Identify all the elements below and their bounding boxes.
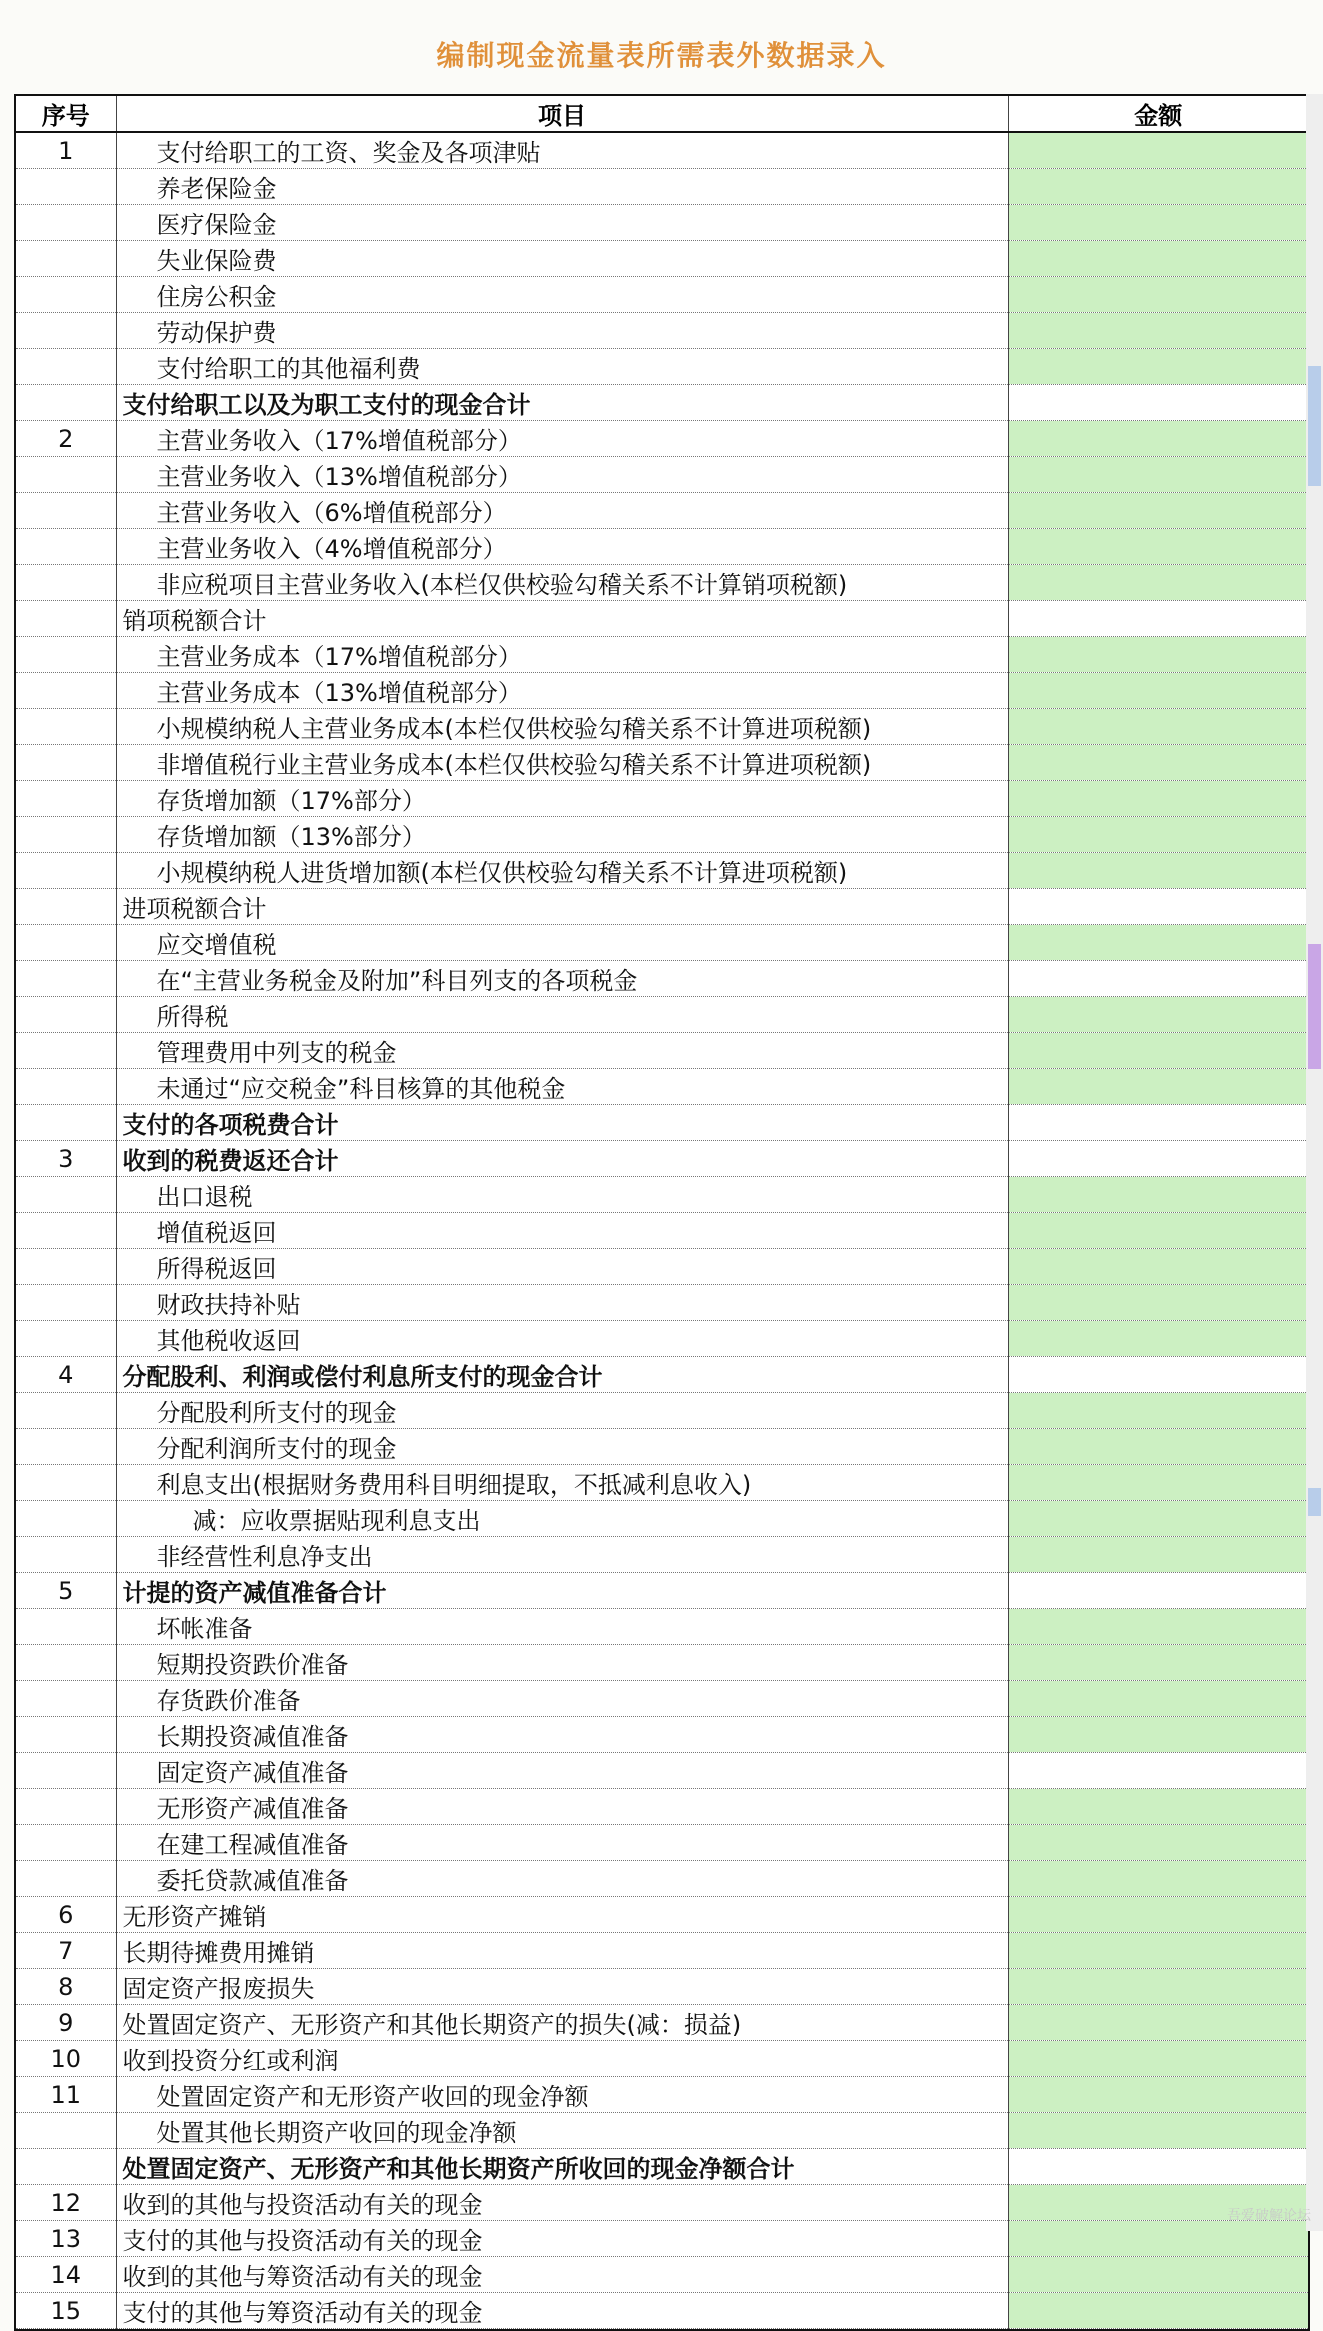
right-edge-strip bbox=[1306, 94, 1323, 2231]
amount-total-cell bbox=[1008, 2149, 1308, 2185]
table-row bbox=[16, 2005, 1308, 2041]
row-item-label: 管理费用中列支的税金 bbox=[116, 1033, 1008, 1069]
row-seq bbox=[16, 1753, 116, 1789]
row-seq: 11 bbox=[16, 2077, 116, 2113]
row-seq bbox=[16, 169, 116, 205]
row-seq bbox=[16, 565, 116, 601]
table-row bbox=[16, 673, 1308, 709]
row-seq: 13 bbox=[16, 2221, 116, 2257]
amount-input-cell[interactable] bbox=[1008, 1897, 1308, 1933]
table-row bbox=[16, 961, 1308, 997]
table-row bbox=[16, 1825, 1308, 1861]
row-item-label: 坏帐准备 bbox=[116, 1609, 1008, 1645]
row-item-label: 应交增值税 bbox=[116, 925, 1008, 961]
amount-input-cell[interactable] bbox=[1008, 745, 1308, 781]
row-seq bbox=[16, 709, 116, 745]
row-seq bbox=[16, 1825, 116, 1861]
row-item-label: 主营业务收入（17%增值税部分） bbox=[116, 421, 1008, 457]
row-seq: 6 bbox=[16, 1897, 116, 1933]
amount-input-cell[interactable] bbox=[1008, 1285, 1308, 1321]
amount-input-cell[interactable] bbox=[1008, 421, 1308, 457]
row-seq bbox=[16, 1429, 116, 1465]
row-seq bbox=[16, 1033, 116, 1069]
row-item-label: 短期投资跌价准备 bbox=[116, 1645, 1008, 1681]
table-row bbox=[16, 781, 1308, 817]
table-row bbox=[16, 637, 1308, 673]
edge-marker bbox=[1308, 366, 1321, 486]
amount-input-cell[interactable] bbox=[1008, 997, 1308, 1033]
row-item-label: 非经营性利息净支出 bbox=[116, 1537, 1008, 1573]
row-seq bbox=[16, 637, 116, 673]
row-seq bbox=[16, 1177, 116, 1213]
row-seq bbox=[16, 1105, 116, 1141]
row-item-label: 支付的其他与投资活动有关的现金 bbox=[116, 2221, 1008, 2257]
edge-marker bbox=[1308, 944, 1321, 1069]
table-row bbox=[16, 1357, 1308, 1393]
row-seq: 8 bbox=[16, 1969, 116, 2005]
row-seq: 14 bbox=[16, 2257, 116, 2293]
row-seq bbox=[16, 1285, 116, 1321]
row-item-label: 养老保险金 bbox=[116, 169, 1008, 205]
amount-input-cell[interactable] bbox=[1008, 313, 1308, 349]
table-row bbox=[16, 1105, 1308, 1141]
row-item-label: 小规模纳税人进货增加额(本栏仅供校验勾稽关系不计算进项税额) bbox=[116, 853, 1008, 889]
amount-input-cell[interactable] bbox=[1008, 673, 1308, 709]
table-row bbox=[16, 313, 1308, 349]
row-item-label: 所得税返回 bbox=[116, 1249, 1008, 1285]
amount-input-cell[interactable] bbox=[1008, 493, 1308, 529]
row-seq: 1 bbox=[16, 132, 116, 169]
table-row bbox=[16, 709, 1308, 745]
amount-input-cell[interactable] bbox=[1008, 2293, 1308, 2329]
amount-total-cell bbox=[1008, 961, 1308, 997]
row-item-label: 支付给职工以及为职工支付的现金合计 bbox=[116, 385, 1008, 421]
row-seq: 5 bbox=[16, 1573, 116, 1609]
table-row bbox=[16, 2185, 1308, 2221]
table-row bbox=[16, 1285, 1308, 1321]
row-seq bbox=[16, 1681, 116, 1717]
row-seq bbox=[16, 601, 116, 637]
row-seq bbox=[16, 745, 116, 781]
row-item-label: 长期投资减值准备 bbox=[116, 1717, 1008, 1753]
row-item-label: 委托贷款减值准备 bbox=[116, 1861, 1008, 1897]
amount-input-cell[interactable] bbox=[1008, 1213, 1308, 1249]
row-item-label: 存货增加额（13%部分） bbox=[116, 817, 1008, 853]
table-row bbox=[16, 1933, 1308, 1969]
row-item-label: 出口退税 bbox=[116, 1177, 1008, 1213]
row-seq bbox=[16, 493, 116, 529]
amount-total-cell bbox=[1008, 1141, 1308, 1177]
amount-input-cell[interactable] bbox=[1008, 1429, 1308, 1465]
table-row bbox=[16, 205, 1308, 241]
amount-input-cell[interactable] bbox=[1008, 1393, 1308, 1429]
amount-input-cell[interactable] bbox=[1008, 1501, 1308, 1537]
amount-input-cell[interactable] bbox=[1008, 277, 1308, 313]
amount-total-cell bbox=[1008, 385, 1308, 421]
table-row bbox=[16, 1681, 1308, 1717]
amount-input-cell[interactable] bbox=[1008, 1969, 1308, 2005]
header-row bbox=[16, 96, 1308, 132]
data-table bbox=[16, 96, 1308, 2329]
table-row bbox=[16, 2113, 1308, 2149]
row-item-label: 无形资产减值准备 bbox=[116, 1789, 1008, 1825]
amount-input-cell[interactable] bbox=[1008, 169, 1308, 205]
amount-input-cell[interactable] bbox=[1008, 2221, 1308, 2257]
table-row bbox=[16, 385, 1308, 421]
row-item-label: 收到的其他与投资活动有关的现金 bbox=[116, 2185, 1008, 2221]
row-seq: 7 bbox=[16, 1933, 116, 1969]
row-seq bbox=[16, 2113, 116, 2149]
row-item-label: 减：应收票据贴现利息支出 bbox=[116, 1501, 1008, 1537]
table-row bbox=[16, 349, 1308, 385]
amount-input-cell[interactable] bbox=[1008, 2077, 1308, 2113]
watermark-text: 吾爱破解论坛 bbox=[1227, 2208, 1311, 2224]
table-row bbox=[16, 1393, 1308, 1429]
amount-input-cell[interactable] bbox=[1008, 853, 1308, 889]
amount-input-cell[interactable] bbox=[1008, 1717, 1308, 1753]
row-item-label: 增值税返回 bbox=[116, 1213, 1008, 1249]
table-row bbox=[16, 745, 1308, 781]
row-seq bbox=[16, 1213, 116, 1249]
row-seq bbox=[16, 781, 116, 817]
row-item-label: 非增值税行业主营业务成本(本栏仅供校验勾稽关系不计算进项税额) bbox=[116, 745, 1008, 781]
row-seq bbox=[16, 1789, 116, 1825]
row-seq bbox=[16, 349, 116, 385]
row-seq bbox=[16, 277, 116, 313]
amount-input-cell[interactable] bbox=[1008, 1645, 1308, 1681]
table-row bbox=[16, 1537, 1308, 1573]
amount-input-cell[interactable] bbox=[1008, 2113, 1308, 2149]
row-seq bbox=[16, 1249, 116, 1285]
row-seq bbox=[16, 1465, 116, 1501]
amount-input-cell[interactable] bbox=[1008, 565, 1308, 601]
table-row bbox=[16, 889, 1308, 925]
amount-input-cell[interactable] bbox=[1008, 349, 1308, 385]
table-row bbox=[16, 1465, 1308, 1501]
amount-input-cell[interactable] bbox=[1008, 1609, 1308, 1645]
amount-input-cell[interactable] bbox=[1008, 1825, 1308, 1861]
row-item-label: 在“主营业务税金及附加”科目列支的各项税金 bbox=[116, 961, 1008, 997]
table-row bbox=[16, 925, 1308, 961]
row-seq bbox=[16, 529, 116, 565]
table-body bbox=[16, 132, 1308, 2329]
table-row bbox=[16, 1249, 1308, 1285]
row-item-label: 固定资产减值准备 bbox=[116, 1753, 1008, 1789]
amount-total-cell bbox=[1008, 1573, 1308, 1609]
amount-input-cell[interactable] bbox=[1008, 1249, 1308, 1285]
amount-total-cell bbox=[1008, 1357, 1308, 1393]
table-row bbox=[16, 421, 1308, 457]
row-seq bbox=[16, 1609, 116, 1645]
table-row bbox=[16, 529, 1308, 565]
table-row bbox=[16, 1897, 1308, 1933]
row-seq bbox=[16, 457, 116, 493]
row-item-label: 主营业务收入（13%增值税部分） bbox=[116, 457, 1008, 493]
row-item-label: 支付的各项税费合计 bbox=[116, 1105, 1008, 1141]
row-seq bbox=[16, 241, 116, 277]
amount-input-cell[interactable] bbox=[1008, 1177, 1308, 1213]
row-seq bbox=[16, 1537, 116, 1573]
amount-total-cell bbox=[1008, 1753, 1308, 1789]
table-row bbox=[16, 277, 1308, 313]
row-seq: 12 bbox=[16, 2185, 116, 2221]
table-row bbox=[16, 817, 1308, 853]
amount-input-cell[interactable] bbox=[1008, 529, 1308, 565]
row-seq: 2 bbox=[16, 421, 116, 457]
table-row bbox=[16, 2041, 1308, 2077]
table-row bbox=[16, 1717, 1308, 1753]
table-row bbox=[16, 1429, 1308, 1465]
table-row bbox=[16, 1645, 1308, 1681]
row-item-label: 存货增加额（17%部分） bbox=[116, 781, 1008, 817]
row-seq bbox=[16, 313, 116, 349]
amount-input-cell[interactable] bbox=[1008, 457, 1308, 493]
page-title: 编制现金流量表所需表外数据录入 bbox=[436, 39, 887, 72]
row-seq: 9 bbox=[16, 2005, 116, 2041]
row-item-label: 计提的资产减值准备合计 bbox=[116, 1573, 1008, 1609]
amount-input-cell[interactable] bbox=[1008, 1033, 1308, 1069]
row-seq bbox=[16, 961, 116, 997]
row-seq: 3 bbox=[16, 1141, 116, 1177]
row-seq bbox=[16, 1645, 116, 1681]
row-item-label: 收到的税费返还合计 bbox=[116, 1141, 1008, 1177]
row-item-label: 固定资产报废损失 bbox=[116, 1969, 1008, 2005]
row-item-label: 收到的其他与筹资活动有关的现金 bbox=[116, 2257, 1008, 2293]
row-item-label: 财政扶持补贴 bbox=[116, 1285, 1008, 1321]
row-item-label: 利息支出(根据财务费用科目明细提取，不抵减利息收入) bbox=[116, 1465, 1008, 1501]
amount-input-cell[interactable] bbox=[1008, 781, 1308, 817]
amount-input-cell[interactable] bbox=[1008, 1681, 1308, 1717]
edge-marker bbox=[1308, 1488, 1321, 1516]
amount-input-cell[interactable] bbox=[1008, 2257, 1308, 2293]
row-seq bbox=[16, 1717, 116, 1753]
table-row bbox=[16, 132, 1308, 169]
row-item-label: 未通过“应交税金”科目核算的其他税金 bbox=[116, 1069, 1008, 1105]
row-item-label: 处置其他长期资产收回的现金净额 bbox=[116, 2113, 1008, 2149]
row-item-label: 失业保险费 bbox=[116, 241, 1008, 277]
amount-input-cell[interactable] bbox=[1008, 1789, 1308, 1825]
row-item-label: 支付给职工的其他福利费 bbox=[116, 349, 1008, 385]
row-seq bbox=[16, 385, 116, 421]
table-row bbox=[16, 1141, 1308, 1177]
table-row bbox=[16, 1069, 1308, 1105]
table-row bbox=[16, 1177, 1308, 1213]
amount-input-cell[interactable] bbox=[1008, 817, 1308, 853]
table-row bbox=[16, 1573, 1308, 1609]
amount-input-cell[interactable] bbox=[1008, 2041, 1308, 2077]
row-seq: 10 bbox=[16, 2041, 116, 2077]
table-row bbox=[16, 2293, 1308, 2329]
row-item-label: 分配股利、利润或偿付利息所支付的现金合计 bbox=[116, 1357, 1008, 1393]
table-row bbox=[16, 1213, 1308, 1249]
row-item-label: 主营业务收入（4%增值税部分） bbox=[116, 529, 1008, 565]
row-item-label: 收到投资分红或利润 bbox=[116, 2041, 1008, 2077]
amount-input-cell[interactable] bbox=[1008, 1069, 1308, 1105]
row-item-label: 处置固定资产、无形资产和其他长期资产的损失(减：损益) bbox=[116, 2005, 1008, 2041]
row-seq bbox=[16, 1321, 116, 1357]
row-item-label: 主营业务成本（17%增值税部分） bbox=[116, 637, 1008, 673]
table-row bbox=[16, 493, 1308, 529]
row-item-label: 支付的其他与筹资活动有关的现金 bbox=[116, 2293, 1008, 2329]
table-row bbox=[16, 2149, 1308, 2185]
row-seq bbox=[16, 997, 116, 1033]
row-item-label: 分配股利所支付的现金 bbox=[116, 1393, 1008, 1429]
row-item-label: 主营业务收入（6%增值税部分） bbox=[116, 493, 1008, 529]
table-row bbox=[16, 2257, 1308, 2293]
row-item-label: 住房公积金 bbox=[116, 277, 1008, 313]
amount-input-cell[interactable] bbox=[1008, 1861, 1308, 1897]
row-item-label: 长期待摊费用摊销 bbox=[116, 1933, 1008, 1969]
row-item-label: 分配利润所支付的现金 bbox=[116, 1429, 1008, 1465]
amount-total-cell bbox=[1008, 601, 1308, 637]
row-item-label: 劳动保护费 bbox=[116, 313, 1008, 349]
row-item-label: 销项税额合计 bbox=[116, 601, 1008, 637]
row-seq bbox=[16, 205, 116, 241]
amount-input-cell[interactable] bbox=[1008, 132, 1308, 169]
amount-input-cell[interactable] bbox=[1008, 2005, 1308, 2041]
row-seq bbox=[16, 889, 116, 925]
table-row bbox=[16, 853, 1308, 889]
row-seq bbox=[16, 1069, 116, 1105]
table-row bbox=[16, 2221, 1308, 2257]
table-row bbox=[16, 1321, 1308, 1357]
amount-input-cell[interactable] bbox=[1008, 1933, 1308, 1969]
table-row bbox=[16, 601, 1308, 637]
table-row bbox=[16, 241, 1308, 277]
row-item-label: 进项税额合计 bbox=[116, 889, 1008, 925]
table-row bbox=[16, 2077, 1308, 2113]
row-item-label: 处置固定资产和无形资产收回的现金净额 bbox=[116, 2077, 1008, 2113]
row-seq: 4 bbox=[16, 1357, 116, 1393]
row-item-label: 医疗保险金 bbox=[116, 205, 1008, 241]
amount-input-cell[interactable] bbox=[1008, 205, 1308, 241]
row-seq bbox=[16, 1393, 116, 1429]
amount-total-cell bbox=[1008, 889, 1308, 925]
row-item-label: 小规模纳税人主营业务成本(本栏仅供校验勾稽关系不计算进项税额) bbox=[116, 709, 1008, 745]
table-row bbox=[16, 169, 1308, 205]
row-item-label: 所得税 bbox=[116, 997, 1008, 1033]
table-row bbox=[16, 565, 1308, 601]
row-item-label: 存货跌价准备 bbox=[116, 1681, 1008, 1717]
row-item-label: 处置固定资产、无形资产和其他长期资产所收回的现金净额合计 bbox=[116, 2149, 1008, 2185]
data-entry-sheet bbox=[14, 94, 1310, 2331]
table-row bbox=[16, 1033, 1308, 1069]
row-seq: 15 bbox=[16, 2293, 116, 2329]
row-seq bbox=[16, 853, 116, 889]
row-seq bbox=[16, 1861, 116, 1897]
table-row bbox=[16, 997, 1308, 1033]
table-row bbox=[16, 1861, 1308, 1897]
column-header-seq: 序号 bbox=[16, 96, 116, 132]
table-row bbox=[16, 1969, 1308, 2005]
amount-input-cell[interactable] bbox=[1008, 241, 1308, 277]
table-row bbox=[16, 1609, 1308, 1645]
row-seq bbox=[16, 817, 116, 853]
row-item-label: 主营业务成本（13%增值税部分） bbox=[116, 673, 1008, 709]
amount-input-cell[interactable] bbox=[1008, 1537, 1308, 1573]
row-seq bbox=[16, 2149, 116, 2185]
row-item-label: 支付给职工的工资、奖金及各项津贴 bbox=[116, 132, 1008, 169]
row-item-label: 无形资产摊销 bbox=[116, 1897, 1008, 1933]
column-header-amount: 金额 bbox=[1008, 96, 1308, 132]
column-header-item: 项目 bbox=[116, 96, 1008, 132]
amount-input-cell[interactable] bbox=[1008, 925, 1308, 961]
amount-input-cell[interactable] bbox=[1008, 637, 1308, 673]
amount-input-cell[interactable] bbox=[1008, 1465, 1308, 1501]
row-item-label: 非应税项目主营业务收入(本栏仅供校验勾稽关系不计算销项税额) bbox=[116, 565, 1008, 601]
table-row bbox=[16, 1753, 1308, 1789]
amount-total-cell bbox=[1008, 1105, 1308, 1141]
row-seq bbox=[16, 673, 116, 709]
table-row bbox=[16, 1501, 1308, 1537]
row-seq bbox=[16, 1501, 116, 1537]
row-item-label: 其他税收返回 bbox=[116, 1321, 1008, 1357]
amount-input-cell[interactable] bbox=[1008, 709, 1308, 745]
row-item-label: 在建工程减值准备 bbox=[116, 1825, 1008, 1861]
table-row bbox=[16, 457, 1308, 493]
row-seq bbox=[16, 925, 116, 961]
table-row bbox=[16, 1789, 1308, 1825]
amount-input-cell[interactable] bbox=[1008, 1321, 1308, 1357]
